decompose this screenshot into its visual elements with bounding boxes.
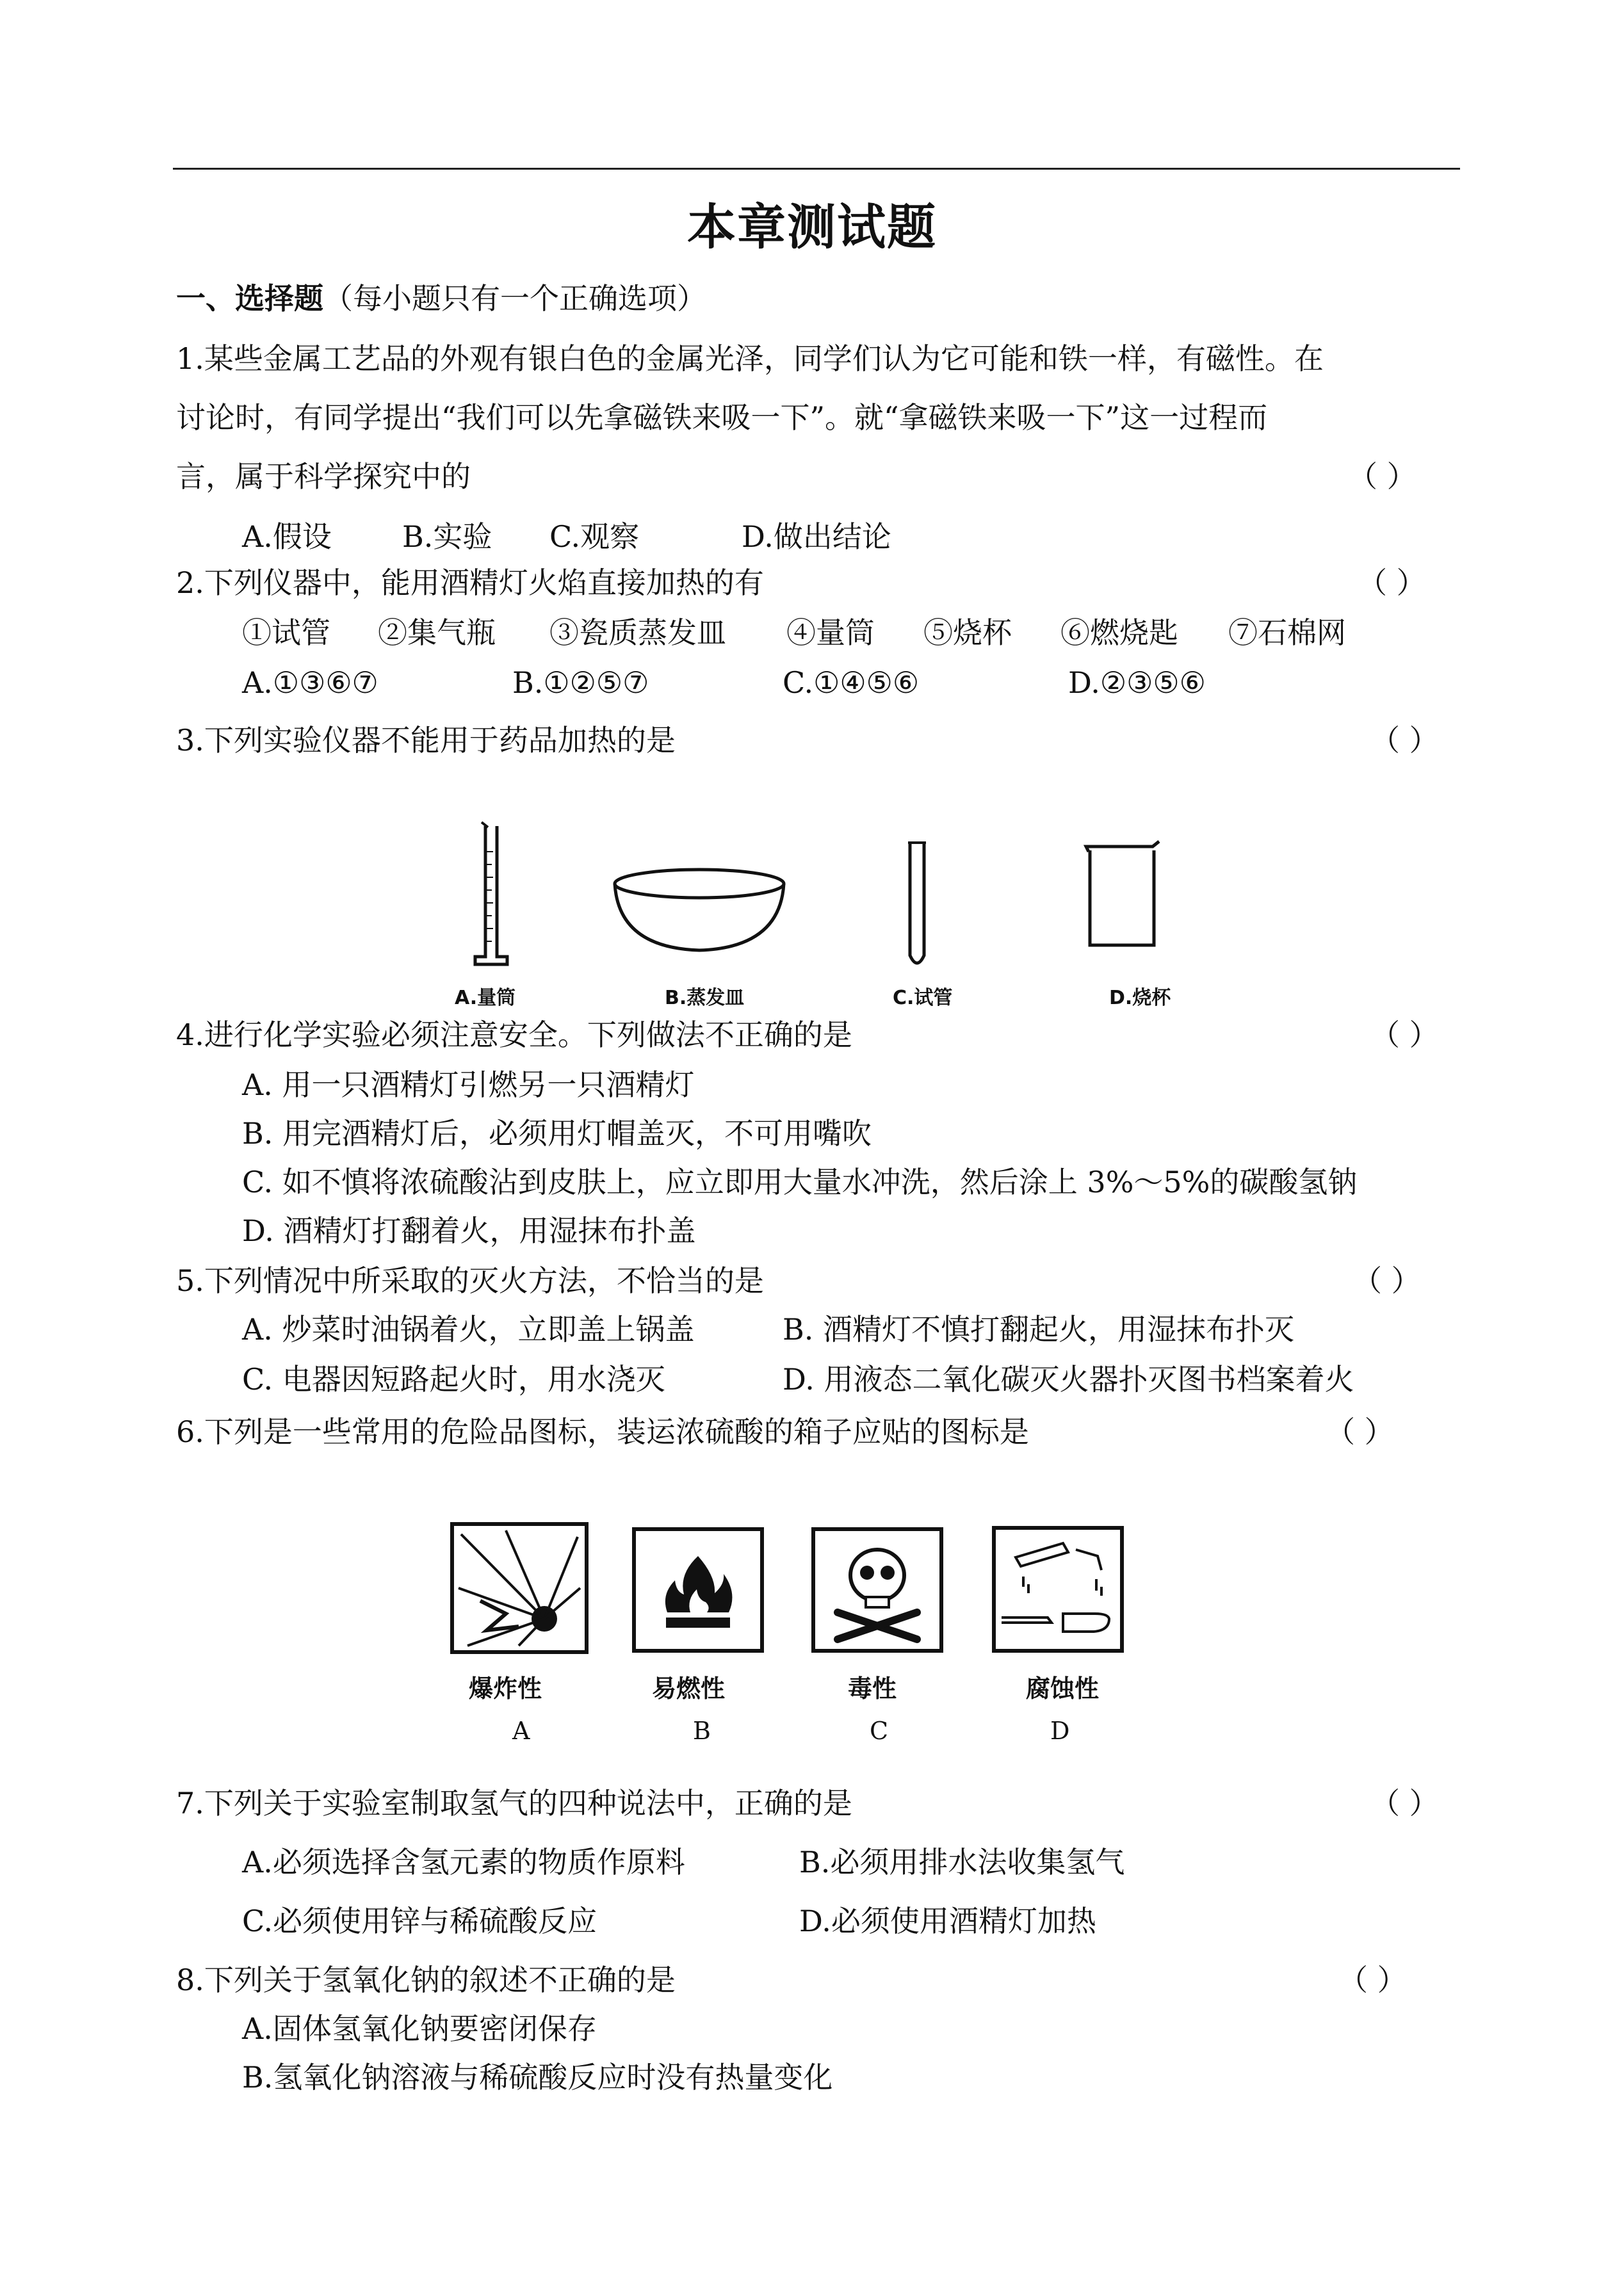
hazard-caption-c: 毒性 bbox=[848, 1675, 897, 1703]
hazard-caption-a: 爆炸性 bbox=[469, 1675, 542, 1703]
q2-item-4: ④量筒 bbox=[786, 615, 875, 650]
q7-stem: 7.下列关于实验室制取氢气的四种说法中，正确的是 bbox=[176, 1786, 852, 1821]
beaker-icon bbox=[1086, 841, 1159, 945]
apparatus-label-c: C.试管 bbox=[893, 987, 953, 1009]
q2-option-c: C.①④⑤⑥ bbox=[783, 665, 920, 700]
q4-option-d: D. 酒精灯打翻着火，用湿抹布扑盖 bbox=[242, 1213, 696, 1248]
q6-answer-blank: （ ） bbox=[1326, 1415, 1394, 1449]
q5-option-c: C. 电器因短路起火时，用水浇灭 bbox=[242, 1362, 665, 1397]
hazard-letter-a: A bbox=[512, 1717, 530, 1745]
q8-option-a: A.固体氢氧化钠要密闭保存 bbox=[242, 2011, 597, 2046]
q2-option-b: B.①②⑤⑦ bbox=[512, 665, 649, 700]
section-title: 一、选择题 bbox=[176, 281, 323, 316]
q1-option-b: B.实验 bbox=[402, 519, 492, 554]
q4-stem: 4.进行化学实验必须注意安全。下列做法不正确的是 bbox=[176, 1018, 852, 1052]
test-tube-icon bbox=[908, 843, 926, 963]
corrosive-hazard-icon bbox=[994, 1528, 1122, 1651]
q4-option-b: B. 用完酒精灯后，必须用灯帽盖灭，不可用嘴吹 bbox=[242, 1116, 872, 1151]
q1-option-a: A.假设 bbox=[242, 519, 332, 554]
q6-stem: 6.下列是一些常用的危险品图标，装运浓硫酸的箱子应贴的图标是 bbox=[176, 1415, 1029, 1449]
q8-stem: 8.下列关于氢氧化钠的叙述不正确的是 bbox=[176, 1963, 676, 1997]
hazard-caption-b: 易燃性 bbox=[652, 1675, 726, 1703]
q2-item-6: ⑥燃烧匙 bbox=[1060, 615, 1178, 650]
q7-option-c: C.必须使用锌与稀硫酸反应 bbox=[242, 1904, 597, 1938]
q4-option-c: C. 如不慎将浓硫酸沾到皮肤上，应立即用大量水冲洗，然后涂上 3%～5%的碳酸氢钠 bbox=[242, 1165, 1358, 1199]
section-note: （每小题只有一个正确选项） bbox=[323, 281, 706, 316]
hazard-labels-figure bbox=[410, 1518, 1159, 1748]
q5-option-d: D. 用液态二氧化碳灭火器扑灭图书档案着火 bbox=[783, 1362, 1354, 1397]
q8-option-b: B.氢氧化钠溶液与稀硫酸反应时没有热量变化 bbox=[242, 2060, 833, 2095]
hazard-letter-b: B bbox=[693, 1717, 711, 1745]
q4-answer-blank: （ ） bbox=[1370, 1018, 1439, 1052]
apparatus-label-d: D.烧杯 bbox=[1109, 987, 1171, 1009]
hazard-caption-d: 腐蚀性 bbox=[1026, 1675, 1100, 1703]
q2-answer-blank: （ ） bbox=[1358, 565, 1426, 600]
hazard-letter-c: C bbox=[870, 1717, 889, 1745]
q4-option-a: A. 用一只酒精灯引燃另一只酒精灯 bbox=[242, 1067, 695, 1102]
q2-item-3: ③瓷质蒸发皿 bbox=[549, 615, 726, 650]
apparatus-label-b: B.蒸发皿 bbox=[665, 987, 745, 1009]
toxic-skull-icon bbox=[813, 1529, 941, 1651]
q1-line-1: 1.某些金属工艺品的外观有银白色的金属光泽，同学们认为它可能和铁一样，有磁性。在 bbox=[176, 341, 1324, 376]
q2-item-5: ⑤烧杯 bbox=[923, 615, 1012, 650]
q5-option-b: B. 酒精灯不慎打翻起火，用湿抹布扑灭 bbox=[783, 1312, 1295, 1347]
apparatus-label-a: A.量筒 bbox=[455, 987, 516, 1009]
section-heading bbox=[176, 279, 706, 318]
q5-answer-blank: （ ） bbox=[1352, 1263, 1421, 1298]
q2-item-2: ②集气瓶 bbox=[378, 615, 496, 650]
header-rule bbox=[173, 168, 1460, 170]
q1-answer-blank: （ ） bbox=[1348, 459, 1417, 494]
q3-stem: 3.下列实验仪器不能用于药品加热的是 bbox=[176, 723, 676, 758]
q2-option-d: D.②③⑤⑥ bbox=[1068, 665, 1206, 700]
q3-answer-blank: （ ） bbox=[1370, 723, 1439, 758]
q7-option-a: A.必须选择含氢元素的物质作原料 bbox=[242, 1845, 685, 1879]
q2-item-1: ①试管 bbox=[242, 615, 330, 650]
q2-stem: 2.下列仪器中，能用酒精灯火焰直接加热的有 bbox=[176, 565, 764, 600]
lab-apparatus-figure bbox=[416, 813, 1217, 1012]
q1-line-2: 讨论时，有同学提出“我们可以先拿磁铁来吸一下”。就“拿磁铁来吸一下”这一过程而 bbox=[176, 400, 1268, 435]
q1-option-d: D.做出结论 bbox=[742, 519, 891, 554]
page-title: 本章测试题 bbox=[687, 199, 937, 255]
q1-line-3: 言，属于科学探究中的 bbox=[176, 459, 471, 494]
q5-stem: 5.下列情况中所采取的灭火方法，不恰当的是 bbox=[176, 1263, 764, 1298]
q2-option-a: A.①③⑥⑦ bbox=[242, 665, 378, 700]
q1-option-c: C.观察 bbox=[549, 519, 640, 554]
graduated-cylinder-icon bbox=[475, 822, 507, 964]
explosive-hazard-icon bbox=[452, 1524, 587, 1652]
q7-option-d: D.必须使用酒精灯加热 bbox=[799, 1904, 1096, 1938]
q8-answer-blank: （ ） bbox=[1338, 1963, 1407, 1997]
q7-answer-blank: （ ） bbox=[1370, 1786, 1439, 1821]
flammable-hazard-icon bbox=[634, 1529, 762, 1651]
hazard-letter-d: D bbox=[1050, 1717, 1070, 1745]
evaporating-dish-icon bbox=[615, 870, 784, 950]
q5-option-a: A. 炒菜时油锅着火，立即盖上锅盖 bbox=[242, 1312, 695, 1347]
q7-option-b: B.必须用排水法收集氢气 bbox=[799, 1845, 1125, 1879]
q2-item-7: ⑦石棉网 bbox=[1228, 615, 1346, 650]
